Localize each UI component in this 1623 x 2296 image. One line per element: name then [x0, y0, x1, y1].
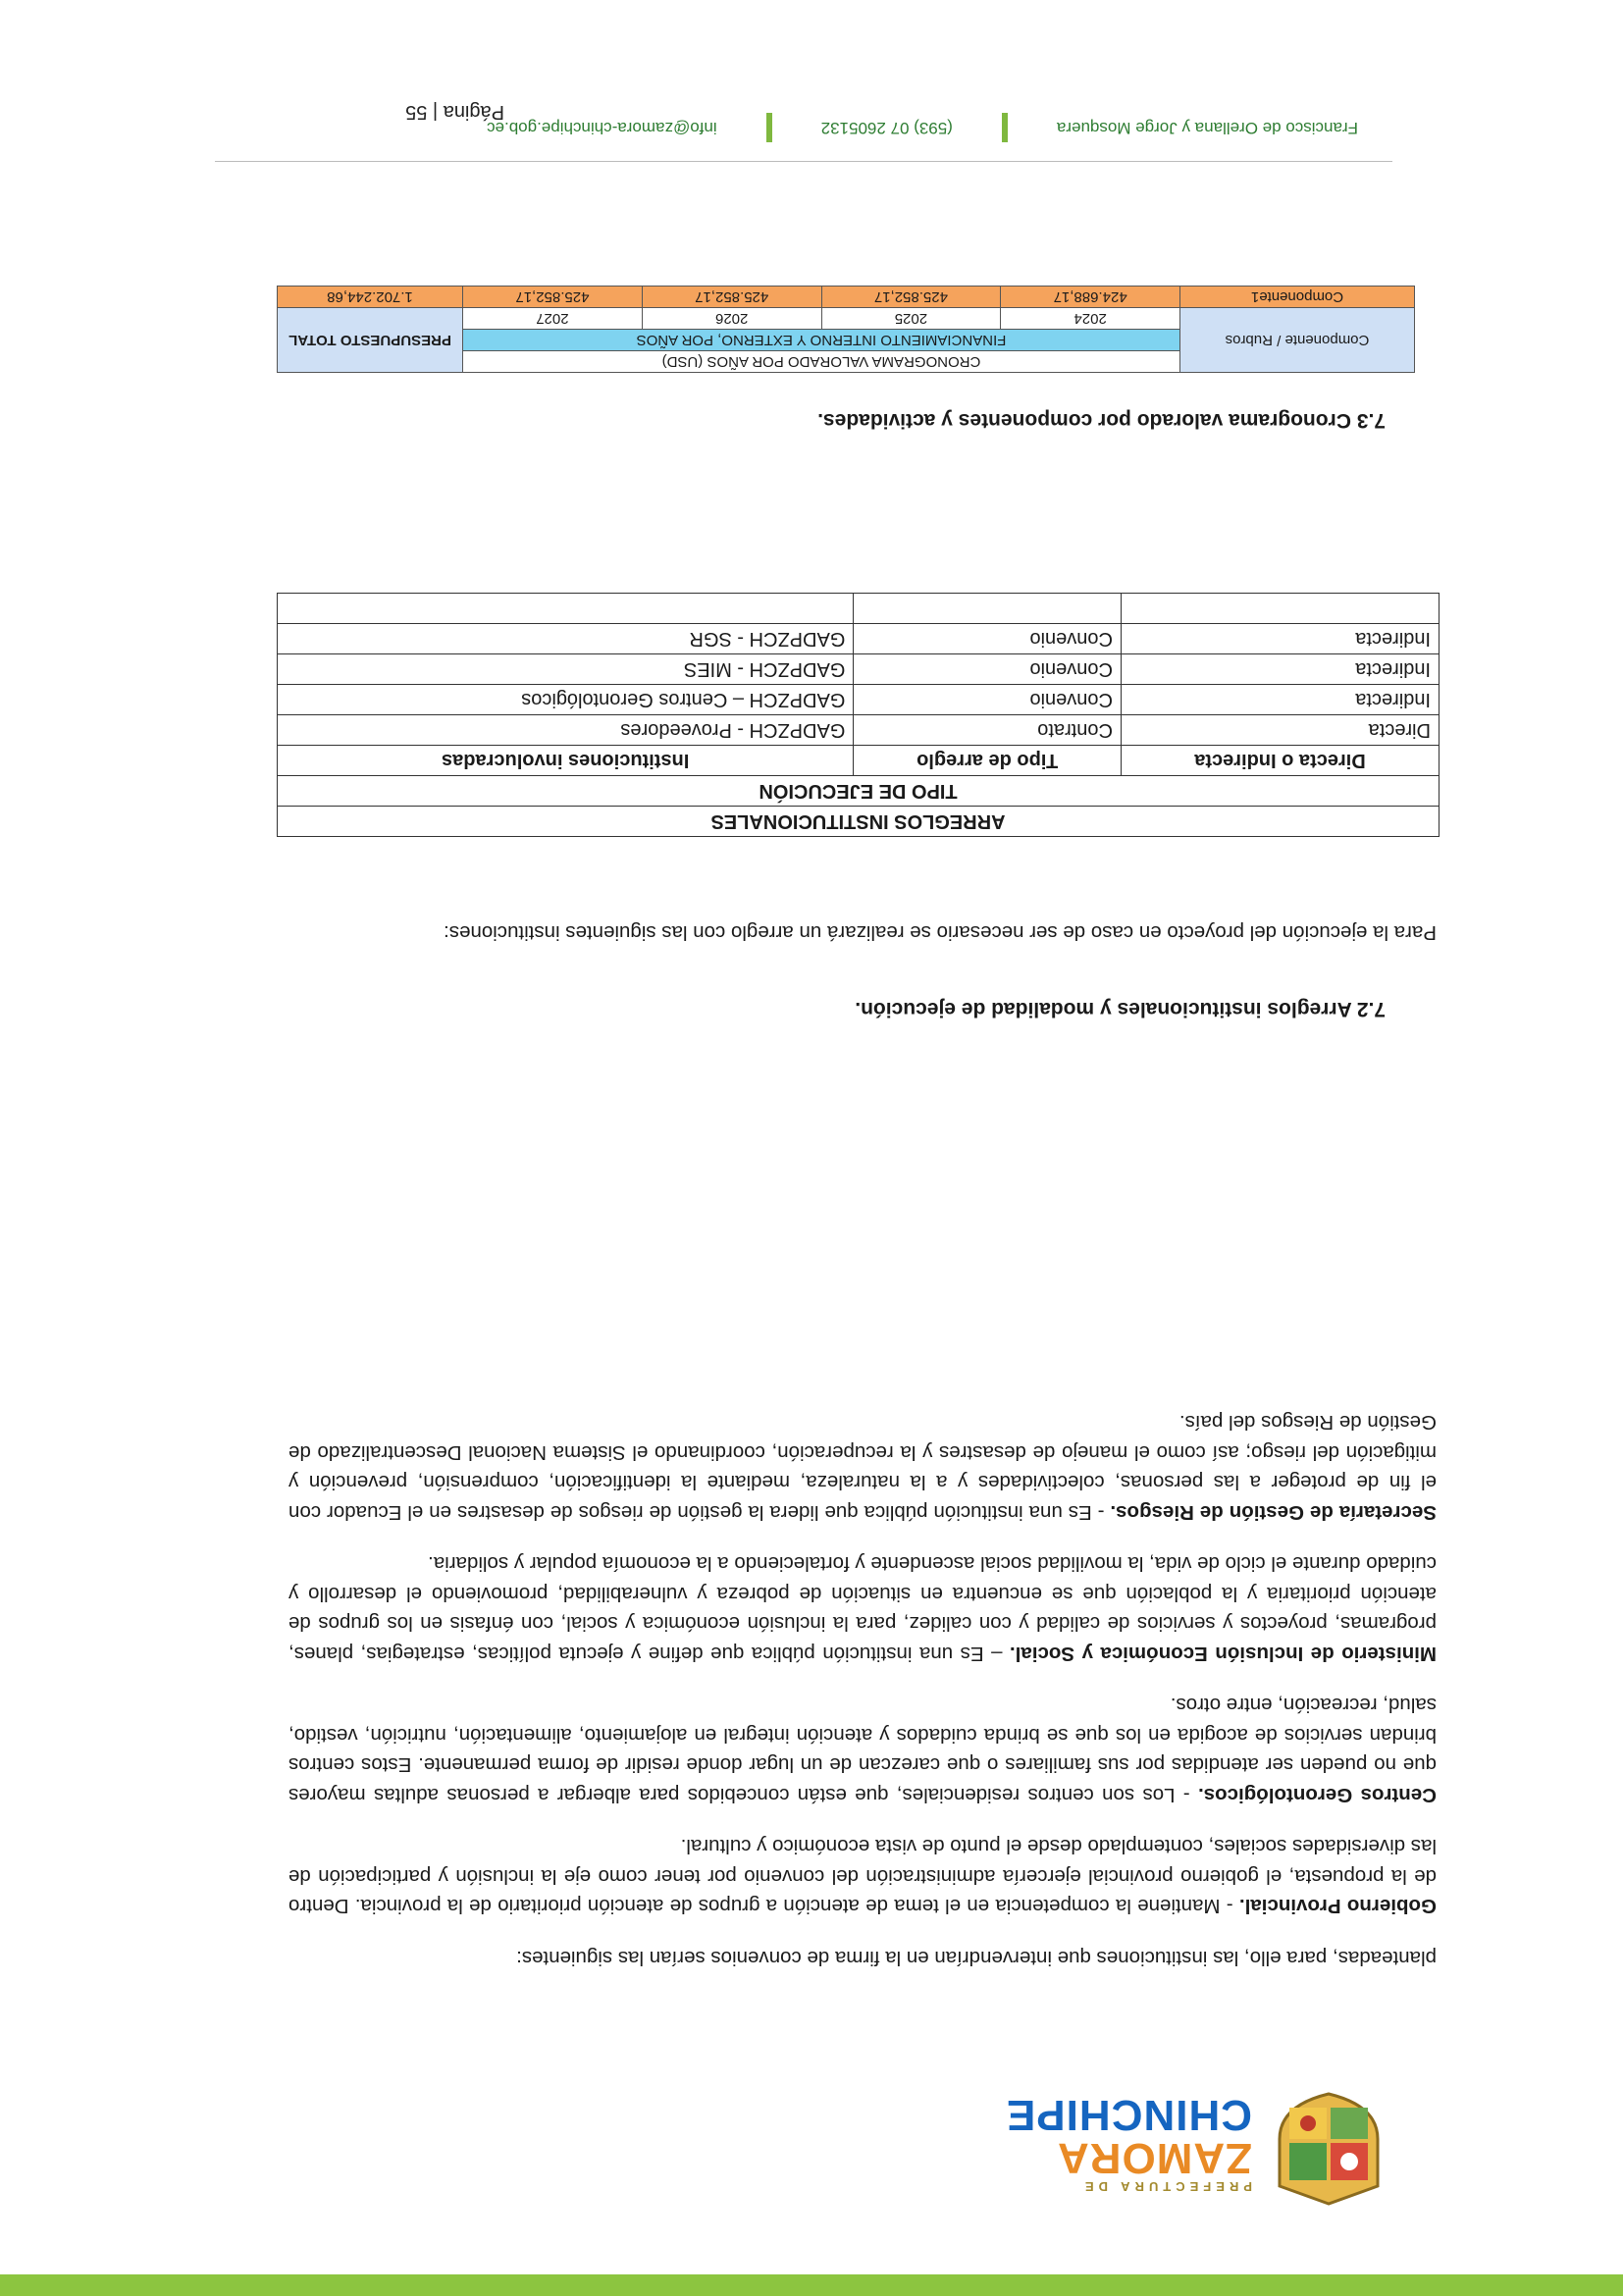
logo-line-prefectura: PREFECTURA DE: [1079, 2179, 1252, 2194]
year-cell: 2025: [821, 308, 1001, 330]
paragraph-centros: Centros Gerontológicos. - Los son centros residenciales, que están concebidos para albergar a personas adultas mayores que no pueden ser atendidas por sus familiares o que carezcan de un lugar donde residir de forma permanente. Estos centros brindan servicios de acogida en los que se brinda cuidados y atención integral en alojamiento, alimentación, nutrición, vestido, salud, recreación, entre otros.: [288, 1694, 1437, 1806]
prefectura-logo: [977, 2090, 1389, 2208]
term-sgr: Secretaría de Gestión de Riesgos.: [1110, 1501, 1437, 1524]
cronograma-table: [277, 286, 1415, 373]
footer-phone: (593) 07 2605132: [820, 119, 953, 137]
header-cell: Tipo de arreglo: [854, 746, 1122, 776]
arreglos-table: [277, 593, 1440, 837]
year-cell: 2026: [642, 308, 821, 330]
intro-paragraph: planteadas, para ello, las instituciones que intervendrían en la firma de convenios serían las siguientes:: [516, 1947, 1437, 1969]
page-number: Página | 55: [405, 101, 504, 123]
table-row: Indirecta Convenio GADPZCH – Centros Gerontológicos: [278, 685, 1440, 715]
crono-subtitle: FINANCIAMIENTO INTERNO Y EXTERNO, POR AÑOS: [463, 330, 1180, 351]
footer-separator: [766, 113, 772, 142]
footer-email: info@zamora-chinchipe.gob.ec: [487, 119, 717, 137]
crono-col1-header: Componente / Rubros: [1180, 308, 1415, 373]
term-centros: Centros Gerontológicos.: [1198, 1784, 1437, 1806]
paragraph-gobierno: Gobierno Provincial. - Mantiene la competencia en el tema de atención a grupos de atención prioritario de la provincia. Dentro de la propuesta, el gobierno provincial ejercería administración del convenio por tener como eje la inclusión y participación de las diversidades sociales, contemplado desde el punto de vista económico y cultural.: [288, 1835, 1437, 1918]
table-row: Indirecta Convenio GADPZCH - MIES: [278, 654, 1440, 685]
header-cell: Instituciones involucradas: [278, 746, 854, 776]
paragraph-mies: Ministerio de Inclusión Económica y Social. – Es una institución pública que define y ejecuta políticas, estrategias, planes, programas, proyectos y servicios de calidad y con calidez, para la inclusión económica y social, con énfasis en los grupos de atención prioritaria y la población que se encuentra en situación de pobreza y vulnerabilidad, promoviendo el desarrollo y cuidado durante el ciclo de vida, la movilidad social ascendente y fortaleciendo a la economía popular y solidaria.: [288, 1552, 1437, 1665]
arreglos-title: ARREGLOS INSTITUCIONALES: [278, 807, 1440, 837]
section-7-3-heading: 7.3 Cronograma valorado por componentes y actividades.: [817, 409, 1386, 432]
footer-separator: [1002, 113, 1008, 142]
paragraph-sgr: Secretaría de Gestión de Riesgos. - Es una institución pública que lidera la gestión de riesgos de desastres en el Ecuador con el fin de proteger a las personas, colectividades y a la naturaleza, mediante la identificación, comprensión, prevención y mitigación del riesgo; así como el manejo de desastres y la recuperación, coordinando el Sistema Nacional Descentralizado de Gestión de Riesgos del país.: [288, 1411, 1437, 1524]
table-row: [278, 594, 1440, 624]
coat-of-arms-icon: [1268, 2090, 1389, 2208]
top-green-bar: [0, 2274, 1623, 2296]
term-mies: Ministerio de Inclusión Económica y Social.: [1009, 1643, 1437, 1665]
year-cell: 2024: [1001, 308, 1180, 330]
section-7-2-text: Para la ejecución del proyecto en caso de ser necesario se realizará un arreglo con las siguientes instituciones:: [444, 921, 1437, 944]
logo-line-chinchipe: CHINCHIPE: [1005, 2091, 1252, 2139]
crono-title: CRONOGRAMA VALORADO POR AÑOS (USD): [463, 351, 1180, 373]
footer-address: Francisco de Orellana y Jorge Mosquera: [1056, 119, 1358, 137]
table-row: Indirecta Convenio GADPZCH - SGR: [278, 624, 1440, 654]
year-cell: 2027: [463, 308, 643, 330]
section-7-2-heading: 7.2 Arreglos institucionales y modalidad de ejecución.: [855, 998, 1386, 1020]
table-row: Directa Contrato GADPZCH - Proveedores: [278, 715, 1440, 746]
header-cell: Directa o Indirecta: [1121, 746, 1439, 776]
arreglos-subtitle: TIPO DE EJECUCIÓN: [278, 776, 1440, 807]
logo-line-zamora: ZAMORA: [1056, 2134, 1252, 2182]
table-row: Componente1 424.688,17 425.852,17 425.852,17 425.852,17 1.702.244,68: [278, 287, 1415, 308]
footer-divider: [215, 161, 1392, 162]
body-text: [288, 1407, 1437, 1972]
term-gobierno: Gobierno Provincial.: [1238, 1895, 1437, 1918]
crono-total-header: PRESUPUESTO TOTAL: [278, 308, 463, 373]
